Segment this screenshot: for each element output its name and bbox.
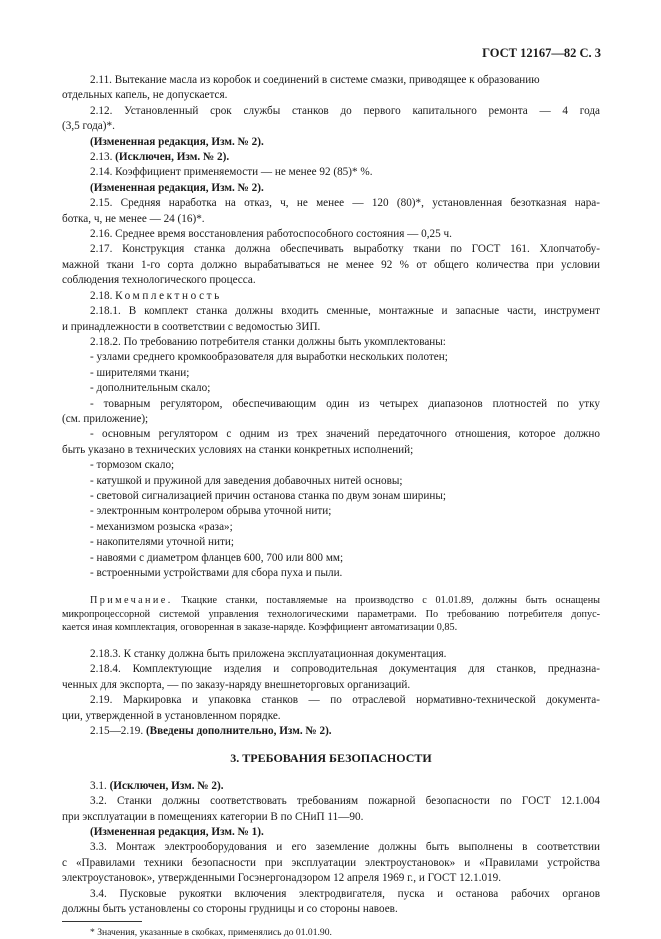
page-header: ГОСТ 12167—82 С. 3	[482, 46, 601, 60]
list-item: быть указано в технических условиях на станки конкретных исполнений;	[62, 443, 414, 456]
text-line: и принадлежности в соответствии с ведомостью ЗИП.	[62, 320, 321, 333]
footnote: * Значения, указанные в скобках, применялись до 01.01.90.	[90, 927, 332, 939]
text-line: 2.11. Вытекание масла из коробок и соединений в системе смазки, приводящее к образованию	[90, 74, 540, 86]
section-heading: 3. ТРЕБОВАНИЯ БЕЗОПАСНОСТИ	[230, 751, 432, 766]
text-line: ченных для экспорта, — по заказу-наряду внешнеторговых организаций.	[62, 678, 411, 691]
footnote-divider	[62, 921, 142, 922]
list-item: - дополнительным скало;	[90, 382, 211, 395]
edit-note: (Измененная редакция, Изм. № 2).	[90, 181, 264, 194]
list-item: - световой сигнализацией причин останова станка по двум зонам ширины;	[90, 489, 446, 502]
subsection-title: 2.18. Комплектность	[90, 289, 222, 302]
text-line: 3.1. (Исключен, Изм. № 2).	[90, 779, 224, 792]
document-body	[62, 73, 600, 939]
text-line: мажной ткани 1-го сорта должно вырабатываться не менее 92 % от общего количества при условии	[62, 258, 600, 271]
text-line: 2.15—2.19. (Введены дополнительно, Изм. № 2).	[90, 724, 332, 737]
list-item: - ширителями ткани;	[90, 366, 190, 379]
list-item: (см. приложение);	[62, 412, 149, 425]
list-item: - навоями с диаметром фланцев 600, 700 или 800 мм;	[90, 551, 344, 564]
list-item: - встроенными устройствами для сбора пуха и пыли.	[90, 567, 343, 579]
text-line: соблюдения технологического процесса.	[62, 274, 256, 287]
text-line: 2.14. Коэффициент применяемости — не менее 92 (85)* %.	[90, 166, 373, 179]
note-line: кается иная комплектация, оговоренная в заказе-наряде. Коэффициент автоматизации 0,85.	[62, 622, 458, 634]
text-line: 2.18.2. По требованию потребителя станки должны быть укомплектованы:	[90, 335, 446, 348]
list-item: - основным регулятором с одним из трех значений передаточного отношения, которое должно	[90, 428, 600, 441]
text-line: 2.19. Маркировка и упаковка станков — по отраслевой нормативно-технической документа-	[90, 694, 600, 707]
text-line: при эксплуатации в помещениях категории В по СНиП 11—90.	[62, 810, 364, 823]
text-line: 3.2. Станки должны соответствовать требованиям пожарной безопасности по ГОСТ 12.1.004	[90, 795, 600, 808]
text-line: отдельных капель, не допускается.	[62, 89, 228, 102]
list-item: - механизмом розыска «раза»;	[90, 520, 233, 533]
text-line: должны быть установлены со стороны грудницы и со стороны навоев.	[62, 903, 398, 915]
text-line: с «Правилами техники безопасности при эксплуатации электроустановок» и «Правилами устройства	[62, 856, 600, 869]
text-line: электроустановок», утвержденными Госэнергонадзором 12 апреля 1969 г., и ГОСТ 12.1.019.	[62, 872, 502, 885]
text-line: ботка, ч, не менее — 24 (16)*.	[62, 212, 205, 225]
list-item: - электронным контролером обрыва уточной нити;	[90, 505, 332, 518]
text-line: 2.18.4. Комплектующие изделия и сопроводительная документация для станков, предназна-	[90, 663, 600, 676]
text-line: 2.17. Конструкция станка должна обеспечивать выработку ткани по ГОСТ 161. Хлопчатобу-	[90, 243, 600, 256]
list-item: - катушкой и пружиной для заведения добавочных нитей основы;	[90, 474, 403, 487]
list-item: - товарным регулятором, обеспечивающим один из четырех диапазонов плотностей по утку	[90, 397, 600, 410]
text-line: 2.12. Установленный срок службы станков до первого капитального ремонта — 4 года	[90, 104, 600, 117]
list-item: - накопителями уточной нити;	[90, 536, 234, 549]
note-line: Примечание. Ткацкие станки, поставляемые на производство с 01.01.89, должны быть оснащены	[90, 595, 600, 607]
list-item: - узлами среднего кромкообразователя для выработки нескольких полотен;	[90, 351, 448, 364]
text-line: 2.18.1. В комплект станка должны входить сменные, монтажные и запасные части, инструмент	[90, 305, 600, 318]
text-line: ции, утвержденной в установленном порядке.	[62, 709, 281, 722]
text-line: (3,5 года)*.	[62, 120, 115, 133]
text-line: 3.3. Монтаж электрооборудования и его заземление должны быть выполнены в соответствии	[90, 841, 600, 854]
edit-note: (Измененная редакция, Изм. № 1).	[90, 825, 264, 838]
note-line: микропроцессорной системой управления технологическими параметрами. По требованию потребителя допус-	[62, 608, 600, 620]
text-line: 2.13. (Исключен, Изм. № 2).	[90, 151, 230, 164]
list-item: - тормозом скало;	[90, 459, 175, 472]
text-line: 2.15. Средняя наработка на отказ, ч, не менее — 120 (80)*, установленная безотказная нара-	[90, 197, 600, 210]
text-line: 3.4. Пусковые рукоятки включения электродвигателя, пуска и останова рабочих органов	[90, 887, 600, 900]
text-line: 2.16. Среднее время восстановления работоспособного состояния — 0,25 ч.	[90, 228, 452, 241]
text-line: 2.18.3. К станку должна быть приложена эксплуатационная документация.	[90, 647, 447, 660]
edit-note: (Измененная редакция, Изм. № 2).	[90, 135, 264, 148]
